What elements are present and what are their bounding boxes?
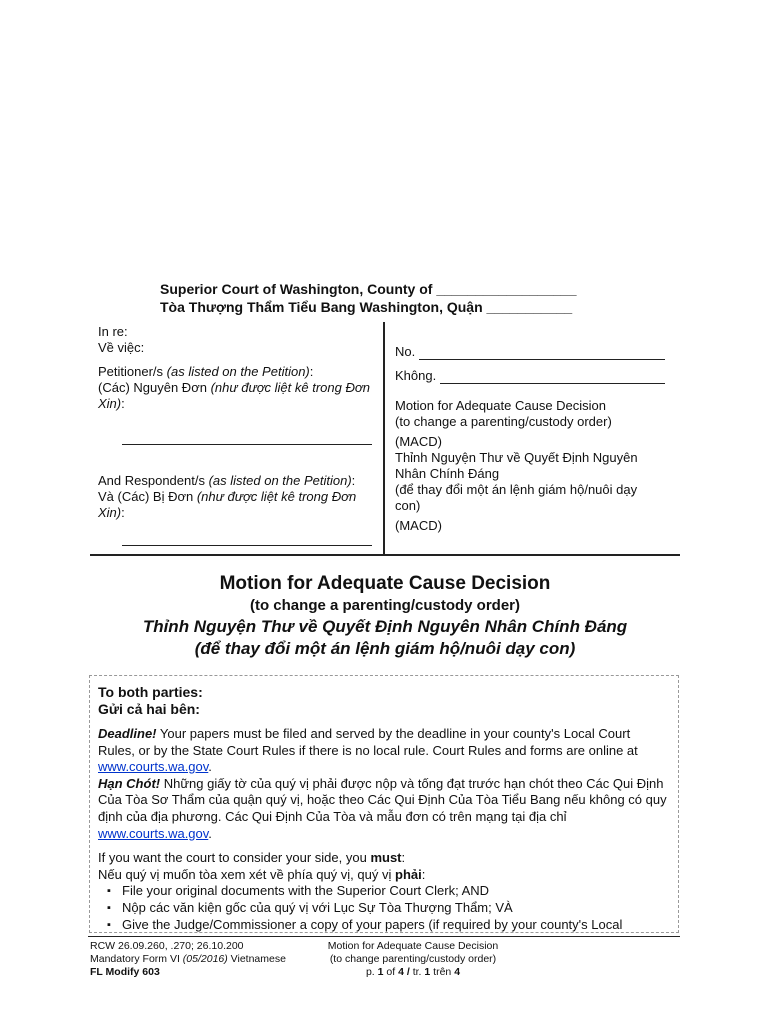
footer-language: Vietnamese — [230, 953, 286, 965]
court-line-en: Superior Court of Washington, County of __________________ — [160, 281, 577, 297]
page-number — [323, 966, 503, 979]
case-number-row-vi — [395, 368, 665, 384]
case-number-field-vi[interactable] — [440, 370, 665, 384]
case-code-vi: (MACD) — [395, 518, 442, 533]
consider-en-text: If you want the court to consider your side, you — [98, 850, 367, 866]
deadline-text: Your papers must be filed and served by the deadline in your county's Local Court Rules, or by the State Court Rules if there is no local rule. Court Rules and forms are online at — [98, 726, 638, 758]
case-title-en: Motion for Adequate Cause Decision — [395, 398, 607, 413]
courts-link-vi[interactable]: www.courts.wa.gov — [98, 825, 209, 841]
deadline-paragraph-vi: Hạn Chót! Những giấy tờ của quý vị phải được nộp và tống đạt trước hạn chót theo Các Qui Định Của Tòa Sơ Thẩm của quận quý vị, hoặc theo Các Qui Định Của Tòa Tiểu Bang nếu không có quy định của địa phương. Các Qui Định Của Tòa và mẫu đơn có trên mạng tại địa chỉ www.courts.wa.gov. — [98, 775, 667, 841]
title-en-sub: (to change a parenting/custody order) — [249, 597, 521, 614]
case-number-row — [395, 344, 665, 360]
title-vi-sub: (để thay đổi một án lệnh giám hộ/nuôi dạy con) — [194, 639, 576, 658]
court-line-vi: Tòa Thượng Thẩm Tiểu Bang Washington, Quận ___________ — [160, 299, 573, 315]
respondent-note-vi: (như được liệt kê trong Đơn Xin) — [98, 489, 357, 520]
caption-parties: In re: Về việc: Petitioner/s (as listed on the Petition): (Các) Nguyên Đơn (như được liệt kê trong Đơn Xin): And Respondent/s (as listed on the Petition): Và (Các) Bị Đơn (như được liệt kê trong Đơn Xin): — [98, 324, 378, 546]
form-title — [0, 572, 770, 660]
courts-link[interactable]: www.courts.wa.gov — [98, 759, 209, 775]
page-footer — [88, 936, 680, 978]
case-number-label-vi: Không. — [395, 368, 437, 383]
respondent-label: And Respondent/s — [98, 473, 205, 488]
petitioner-label-vi: (Các) Nguyên Đơn — [98, 380, 207, 395]
title-vi: Thỉnh Nguyện Thư về Quyết Định Nguyên Nhân Chính Đáng — [142, 617, 628, 636]
deadline-paragraph: Deadline! Your papers must be filed and served by the deadline in your county's Local Court Rules, or by the State Court Rules if there is no local rule. Court Rules and forms are online at www.courts.wa.gov. — [98, 726, 638, 775]
petitioner-note: (as listed on the Petition) — [166, 364, 310, 379]
petitioner-note-vi: (như được liệt kê trong Đơn Xin) — [98, 380, 370, 411]
list-item: ▪ File your original documents with the Superior Court Clerk; AND — [122, 883, 670, 900]
page-tren-label: trên — [433, 966, 452, 978]
footer-center — [323, 940, 503, 979]
footer-mandatory — [90, 953, 286, 966]
case-sub-en: (to change a parenting/custody order) — [395, 414, 612, 429]
page-num-vi: 1 — [424, 966, 431, 978]
page-of-label: of — [386, 966, 396, 978]
title-en: Motion for Adequate Cause Decision — [219, 573, 551, 594]
consider-vi-text: Nếu quý vị muốn tòa xem xét về phía quý vị, quý vị — [98, 866, 392, 882]
consider-en-must: must — [370, 850, 402, 866]
footer-subtitle: (to change parenting/custody order) — [329, 953, 497, 965]
notice-box — [89, 675, 679, 933]
case-code: (MACD) — [395, 434, 442, 449]
list-item: ▪ Give the Judge/Commissioner a copy of your papers (if required by your county's Local — [122, 917, 670, 933]
in-re-label: In re: — [98, 324, 128, 339]
caption-case-info — [395, 344, 665, 534]
page-separator: / — [406, 966, 410, 978]
footer-left — [90, 940, 286, 979]
consider-line-vi: Nếu quý vị muốn tòa xem xét về phía quý vị, quý vị phải: — [98, 866, 426, 882]
notice-heading-en: To both parties: — [98, 684, 203, 700]
requirements-list — [98, 883, 670, 933]
page-num: 1 — [377, 966, 384, 978]
footer-form-id: FL Modify 603 — [90, 966, 160, 978]
consider-vi-must: phải — [395, 866, 422, 882]
page-p-label: p. — [365, 966, 375, 978]
case-number-label: No. — [395, 344, 416, 359]
case-number-field[interactable] — [419, 346, 665, 360]
respondent-name-field[interactable] — [122, 535, 372, 546]
case-title-vi: Thỉnh Nguyện Thư về Quyết Định Nguyên Nhân Chính Đáng — [395, 450, 638, 481]
page-total-vi: 4 — [454, 966, 461, 978]
footer-title: Motion for Adequate Cause Decision — [327, 940, 499, 952]
respondent-label-vi: Và (Các) Bị Đơn — [98, 489, 194, 504]
petitioner-label: Petitioner/s — [98, 364, 164, 379]
case-sub-vi: (để thay đổi một án lệnh giám hộ/nuôi dạy con) — [395, 482, 638, 513]
footer-mandatory-label: Mandatory Form VI — [90, 953, 180, 965]
consider-line-en: If you want the court to consider your side, you must: — [98, 850, 406, 866]
respondent-note: (as listed on the Petition) — [208, 473, 352, 488]
deadline-label-vi: Hạn Chót! — [98, 775, 161, 791]
court-heading — [160, 280, 577, 316]
in-re-label-vi: Về việc: — [98, 340, 145, 355]
caption-divider — [383, 322, 385, 554]
deadline-text-vi: Những giấy tờ của quý vị phải được nộp và tống đạt trước hạn chót theo Các Qui Định Của Tòa Sơ Thẩm của quận quý vị, hoặc theo Các Qui Định Của Tòa Tiểu Bang nếu không có quy định của địa phương. Các Qui Định Của Tòa và mẫu đơn có trên mạng tại địa chỉ — [98, 775, 667, 824]
page-tr-label: tr. — [412, 966, 422, 978]
footer-rcw: RCW 26.09.260, .270; 26.10.200 — [90, 940, 244, 952]
footer-mandatory-date: (05/2016) — [182, 953, 228, 965]
list-item: ▪ Nộp các văn kiện gốc của quý vị với Lục Sự Tòa Thượng Thẩm; VÀ — [122, 900, 670, 917]
page-total: 4 — [398, 966, 404, 978]
notice-heading-vi: Gửi cả hai bên: — [98, 701, 200, 717]
petitioner-name-field[interactable] — [122, 434, 372, 445]
case-caption — [90, 322, 680, 556]
deadline-label: Deadline! — [98, 726, 157, 741]
